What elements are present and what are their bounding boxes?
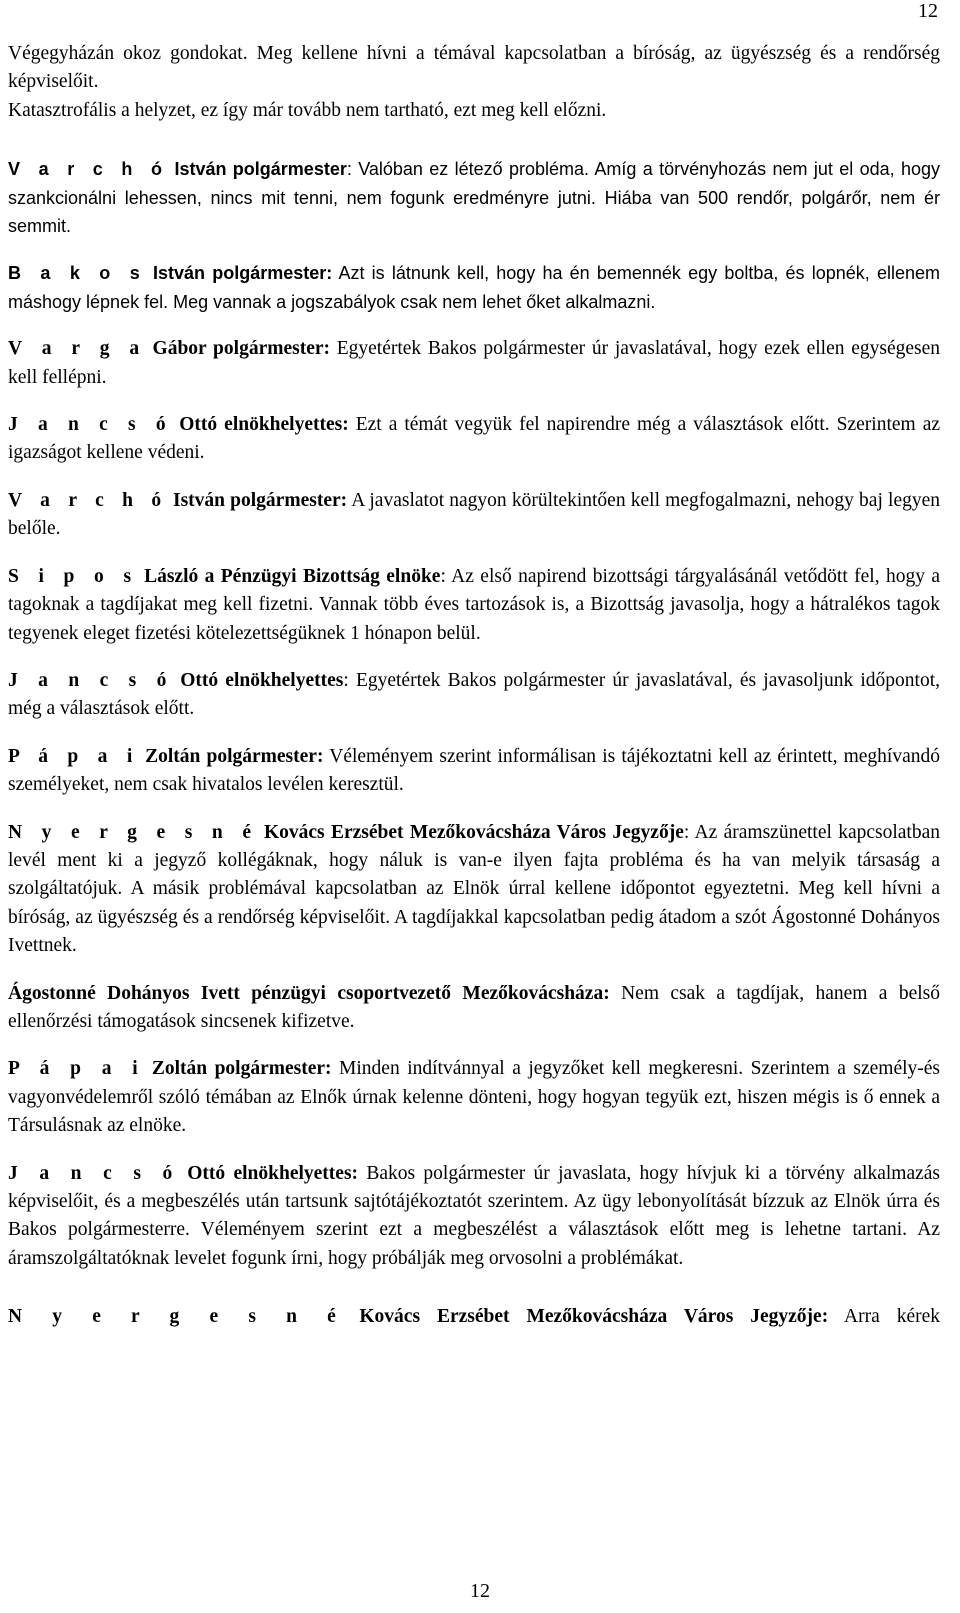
speech-paragraph [8,1055,940,1140]
speech-text: Bakos polgármester úr javaslata, hogy hívjuk ki a törvény alkalmazás képviselőit, és a megbeszélés után tartsunk sajtótájékoztatót szerintem. Az ügy lebonyolítását bízzuk az Elnök úrra és Bakos polgármesterre. Véleményem szerint ezt a megbeszélést a választások előtt meg is lehetne tartani. Az áramszolgáltatóknak levelet fogunk írni, hogy próbálják meg orvosolni a problémákat. [8,1162,941,1269]
speaker-name: S i p o s [8,565,138,587]
speaker-title: Kovács Erzsébet Mezőkovácsháza Város Jegyzője [263,821,684,843]
speech-text: Arra kérek [828,1306,941,1328]
speech-text: : Egyetértek Bakos polgármester úr javaslatával, és javasoljunk időpontot, még a választások előtt. [8,669,940,720]
speaker-title: Ágostonné Dohányos Ivett pénzügyi csoportvezető Mezőkovácsháza: [8,982,610,1004]
speaker-title: Ottó elnökhelyettes: [179,414,349,436]
speaker-title: Zoltán polgármester: [145,745,324,767]
speaker-name: N y e r g e s n é [8,1306,343,1328]
speaker-name: B a k o s [8,263,146,284]
speech-text: Ezt a témát vegyük fel napirendre még a választások előtt. Szerintem az igazságot kellene védeni. [8,414,940,464]
speech-text: : Az áramszünettel kapcsolatban levél ment ki a jegyző kollégáknak, hogy náluk is van-e ilyen fajta probléma és ha van melyik társaság a szolgáltatójuk. A másik problémával kapcsolatban az Elnök úrral kellene időpontot egyeztetni. Meg kell hívni a bíróság, az ügyészség és a rendőrség képviselőit. A tagdíjakkal kapcsolatban pedig átadom a szót Ágostonné Dohányos Ivettnek. [8,821,941,957]
text-line: Katasztrofális a helyzet, ez így már tovább nem tartható, ezt meg kell előzni. [8,99,607,121]
speech-paragraph [8,1303,940,1331]
speech-paragraph [8,487,940,544]
speaker-name: J a n c s ó [8,414,173,436]
speech-text: Egyetértek Bakos polgármester úr javaslatával, hogy ezek ellen egységesen kell fellépni. [8,338,940,388]
speaker-title: László a Pénzügyi Bizottság elnöke [144,565,441,587]
speech-paragraph [8,411,940,468]
page-number-top: 12 [918,0,938,22]
intro-paragraph [8,40,940,125]
speech-text: Minden indítvánnyal a jegyzőket kell megkeresni. Szerintem a személy-és vagyonvédelemről szóló témában az Elnők úrnak kelenne dönteni, hogy hogyan tegyük ezt, hiszen mégis is ő ennek a Társulásnak az elnöke. [8,1058,941,1137]
page-number-bottom: 12 [470,1580,490,1602]
speaker-title: Ottó elnökhelyettes [180,669,344,691]
document-body [8,40,940,1332]
speaker-name: J a n c s ó [8,1162,179,1184]
speaker-title: Gábor polgármester: [152,338,331,360]
speaker-title: Kovács Erzsébet Mezőkovácsháza Város Jegyzője: [359,1306,829,1328]
speaker-title: Zoltán polgármester: [151,1058,332,1080]
speech-paragraph [8,563,940,648]
speaker-name: V a r c h ó [8,159,169,180]
text-line: Végegyházán okoz gondokat. Meg kellene hívni a témával kapcsolatban a bíróság, az ügyészség és a rendőrség képviselőit. [8,43,940,93]
speech-paragraph [8,667,940,724]
speech-paragraph [8,980,940,1037]
speaker-name: P á p a i [8,745,139,767]
speech-paragraph [8,1160,940,1274]
speech-text: A javaslatot nagyon körültekintően kell megfogalmazni, nehogy baj legyen belőle. [8,489,941,540]
speech-paragraph [8,259,940,316]
speaker-name: J a n c s ó [8,669,174,691]
speaker-title: István polgármester: [172,489,348,511]
speech-paragraph [8,335,940,392]
speech-text: Azt is látnunk kell, hogy ha én bemennék egy boltba, és lopnék, ellenem máshogy lépnek fel. Meg vannak a jogszabályok csak nem lehet őket alkalmazni. [8,263,940,312]
speaker-name: N y e r g e s n é [8,821,258,843]
speech-text: Véleményem szerint informálisan is tájékoztatni kell az érintett, meghívandó személyeket, nem csak hivatalos levélen keresztül. [8,745,940,796]
speech-paragraph [8,743,940,800]
speaker-title: Ottó elnökhelyettes: [187,1162,359,1184]
speaker-name: V a r g a [8,338,146,360]
speaker-name: V a r c h ó [8,489,168,511]
speech-text: : Az első napirend bizottsági tárgyalásánál vetődött fel, hogy a tagoknak a tagdíjakat meg kell fizetni. Vannak több éves tartozások is, a Bizottság javasolja, hogy a hátralékos tagok tegyenek eleget fizetési kötelezettségüknek 1 hónapon belül. [8,565,940,644]
speaker-name: P á p a i [8,1058,145,1080]
speech-paragraph [8,155,940,240]
speech-text: : Valóban ez létező probléma. Amíg a törvényhozás nem jut el oda, hogy szankcionálni lehessen, nincs mit tenni, nem fogunk eredményre jutni. Hiába van 500 rendőr, polgárőr, nem ér semmit. [8,159,940,237]
speech-paragraph [8,819,940,961]
speaker-title: István polgármester: [153,263,333,284]
speaker-title: István polgármester [174,159,347,180]
speech-text: Nem csak a tagdíjak, hanem a belső ellenőrzési támogatások sincsenek kifizetve. [8,982,940,1032]
